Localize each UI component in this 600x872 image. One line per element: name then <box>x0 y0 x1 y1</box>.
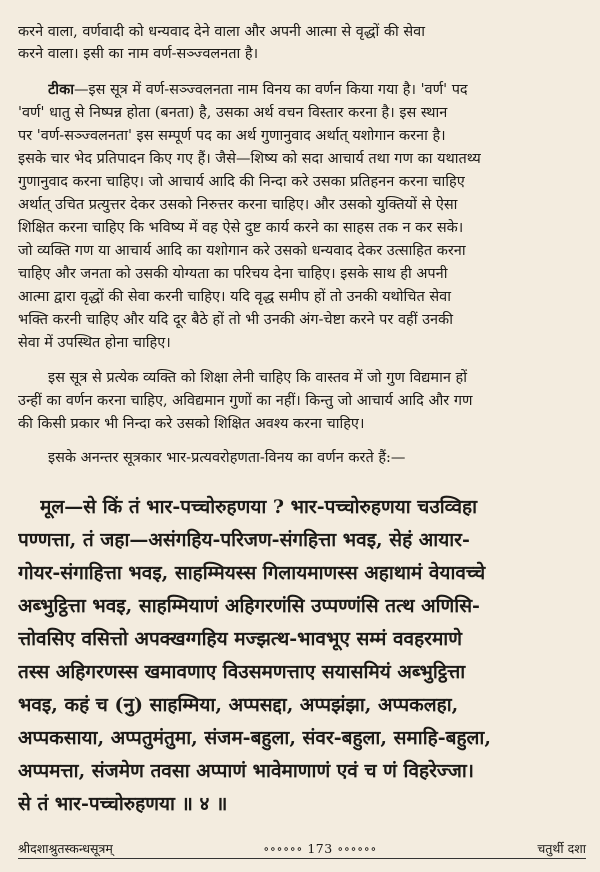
text-line: इस सूत्र से प्रत्येक व्यक्ति को शिक्षा लेनी चाहिए कि वास्तव में जो गुण विद्यमान हों <box>48 370 467 386</box>
sutra-line: गोयर-संगाहित्ता भवइ, साहम्मियस्स गिलायमाणस्स अहाथामं वेयावच्चे <box>18 562 486 584</box>
sutra-line: अब्भुट्ठित्ता भवइ, साहम्मियाणं अहिगरणंसि उप्पण्णंसि तत्थ अणिसि- <box>18 595 480 617</box>
text-line: आत्मा द्वारा वृद्धों की सेवा करनी चाहिए। यदि वृद्ध समीप हों तो उनकी यथोचित सेवा <box>18 289 451 305</box>
commentary-label: टीका <box>48 81 74 98</box>
text-line: की किसी प्रकार भी निन्दा करे उसको शिक्षित अवश्य करना चाहिए। <box>18 416 365 432</box>
text-line: अर्थात् उचित प्रत्युत्तर देकर उसको निरुत्तर करना चाहिए। और उसको युक्तियों से ऐसा <box>18 197 458 213</box>
sutra-line: भवइ, कहं च (नु) साहम्मिया, अप्पसद्दा, अप्पझंझा, अप्पकलहा, <box>18 694 459 716</box>
text-line: इसके चार भेद प्रतिपादन किए गए हैं। जैसे—शिष्य को सदा आचार्य तथा गण का यथातथ्य <box>18 151 481 167</box>
text-line: चाहिए और जनता को उसकी योग्यता का परिचय देना चाहिए। इसके साथ ही अपनी <box>18 266 448 282</box>
chapter-name: चतुर्थी दशा <box>537 841 586 856</box>
text-line: करने वाला, वर्णवादी को धन्यवाद देने वाला और अपनी आत्मा से वृद्धों की सेवा <box>18 24 425 40</box>
sutra-line: तस्स अहिगरणस्स खमावणाए विउसमणत्ताए सयासमियं अब्भुट्ठित्ता <box>18 661 466 683</box>
page-footer <box>18 838 586 860</box>
text-line: जो व्यक्ति गण या आचार्य आदि का यशोगान करे उसको धन्यवाद देकर उत्साहित करना <box>18 243 466 259</box>
page-number: ∘∘∘∘∘∘ 173 ∘∘∘∘∘∘ <box>263 841 377 856</box>
text-line: 'वर्ण' धातु से निष्पन्न होता (बनता) है, उसका अर्थ वचन विस्तार करना है। इस स्थान <box>18 105 448 121</box>
sutra-line: त्तोवसिए वसित्तो अपक्खग्गहिय मज्झत्थ-भावभूए सम्मं ववहरमाणे <box>18 628 462 650</box>
text-line: गुणानुवाद करना चाहिए। जो आचार्य आदि की निन्दा करे उसका प्रतिहनन करना चाहिए <box>18 174 465 190</box>
sutra-line: मूल—से किं तं भार-पच्चोरुहणया ? भार-पच्चोरुहणया चउव्विहा <box>40 496 478 518</box>
text-line: सेवा में उपस्थित होना चाहिए। <box>18 335 171 351</box>
sutra-line: पण्णत्ता, तं जहा—असंगहिय-परिजण-संगहित्ता भवइ, सेहं आयार- <box>18 529 470 551</box>
sutra-line: अप्पमत्ता, संजमेण तवसा अप्पाणं भावेमाणाणं एवं च णं विहरेज्जा। <box>18 760 474 782</box>
text-line: उन्हीं का वर्णन करना चाहिए, अविद्यमान गुणों का नहीं। किन्तु जो आचार्य आदि और गण <box>18 393 473 409</box>
text-line: टीका—इस सूत्र में वर्ण-सञ्ज्वलनता नाम विनय का वर्णन किया गया है। 'वर्ण' पद <box>48 81 468 98</box>
text-line: शिक्षित करना चाहिए कि भविष्य में वह ऐसे दुष्ट कार्य करने का साहस तक न कर सके। <box>18 220 464 236</box>
text-line: इसके अनन्तर सूत्रकार भार-प्रत्यवरोहणता-विनय का वर्णन करते हैं:— <box>48 450 406 466</box>
text-line: पर 'वर्ण-सञ्ज्वलनता' इस सम्पूर्ण पद का अर्थ गुणानुवाद अर्थात् यशोगान करना है। <box>18 128 446 144</box>
text-line: भक्ति करनी चाहिए और यदि दूर बैठे हों तो भी उनकी अंग-चेष्टा करने पर वहीं उनकी <box>18 312 453 328</box>
footer-rule <box>18 858 586 859</box>
text-line: करने वाला। इसी का नाम वर्ण-सञ्ज्वलनता है। <box>18 46 259 62</box>
book-title: श्रीदशाश्रुतस्कन्धसूत्रम् <box>18 841 113 856</box>
sutra-line: से तं भार-पच्चोरुहणया ॥ ४ ॥ <box>18 793 228 815</box>
sutra-line: अप्पकसाया, अप्पतुमंतुमा, संजम-बहुला, संवर-बहुला, समाहि-बहुला, <box>18 727 491 749</box>
